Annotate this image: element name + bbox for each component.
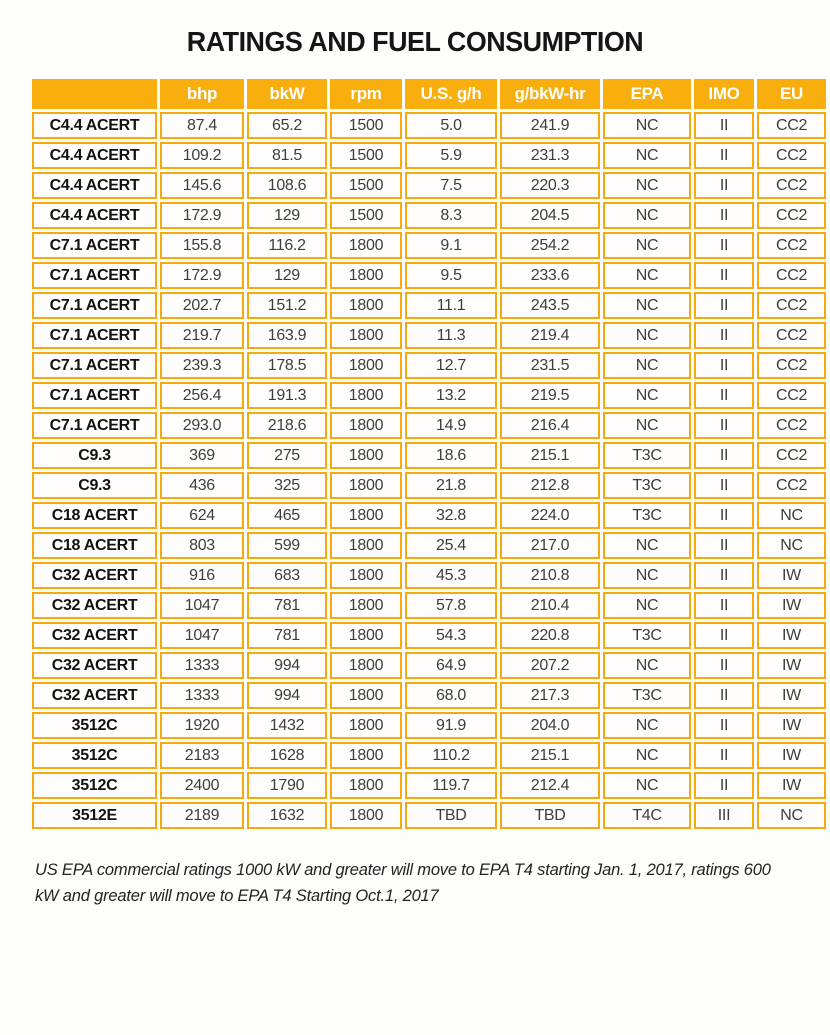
- value-cell-rpm: 1800: [330, 622, 402, 649]
- value-cell-rpm: 1800: [330, 382, 402, 409]
- value-cell-bhp: 2189: [160, 802, 244, 829]
- value-cell-us-gh: 18.6: [405, 442, 497, 469]
- table-row: [32, 622, 826, 649]
- model-cell: C32 ACERT: [32, 682, 157, 709]
- value-cell-g-bkw-hr: TBD: [500, 802, 600, 829]
- value-cell-eu: CC2: [757, 142, 826, 169]
- value-cell-us-gh: 5.0: [405, 112, 497, 139]
- value-cell-bkw: 116.2: [247, 232, 327, 259]
- value-cell-g-bkw-hr: 231.3: [500, 142, 600, 169]
- value-cell-us-gh: 25.4: [405, 532, 497, 559]
- value-cell-us-gh: 110.2: [405, 742, 497, 769]
- value-cell-bhp: 1333: [160, 682, 244, 709]
- model-cell: C7.1 ACERT: [32, 382, 157, 409]
- value-cell-imo: II: [694, 202, 754, 229]
- table-row: [32, 262, 826, 289]
- value-cell-us-gh: 14.9: [405, 412, 497, 439]
- value-cell-rpm: 1800: [330, 532, 402, 559]
- model-cell: C9.3: [32, 442, 157, 469]
- value-cell-bhp: 239.3: [160, 352, 244, 379]
- value-cell-imo: II: [694, 442, 754, 469]
- value-cell-us-gh: 12.7: [405, 352, 497, 379]
- value-cell-g-bkw-hr: 212.4: [500, 772, 600, 799]
- value-cell-bhp: 109.2: [160, 142, 244, 169]
- model-cell: C32 ACERT: [32, 622, 157, 649]
- value-cell-us-gh: 91.9: [405, 712, 497, 739]
- value-cell-us-gh: 21.8: [405, 472, 497, 499]
- value-cell-epa: NC: [603, 352, 691, 379]
- value-cell-rpm: 1800: [330, 262, 402, 289]
- value-cell-bkw: 81.5: [247, 142, 327, 169]
- value-cell-epa: NC: [603, 262, 691, 289]
- value-cell-bhp: 256.4: [160, 382, 244, 409]
- value-cell-us-gh: 45.3: [405, 562, 497, 589]
- value-cell-bkw: 1432: [247, 712, 327, 739]
- value-cell-imo: II: [694, 592, 754, 619]
- table-row: [32, 322, 826, 349]
- value-cell-bkw: 994: [247, 682, 327, 709]
- table-row: [32, 562, 826, 589]
- value-cell-bhp: 1920: [160, 712, 244, 739]
- value-cell-us-gh: 9.1: [405, 232, 497, 259]
- table-row: [32, 802, 826, 829]
- value-cell-bkw: 218.6: [247, 412, 327, 439]
- value-cell-us-gh: 64.9: [405, 652, 497, 679]
- value-cell-eu: CC2: [757, 172, 826, 199]
- value-cell-epa: NC: [603, 292, 691, 319]
- value-cell-rpm: 1800: [330, 292, 402, 319]
- model-cell: C4.4 ACERT: [32, 172, 157, 199]
- value-cell-eu: CC2: [757, 292, 826, 319]
- value-cell-imo: III: [694, 802, 754, 829]
- value-cell-rpm: 1800: [330, 352, 402, 379]
- value-cell-imo: II: [694, 652, 754, 679]
- value-cell-bkw: 65.2: [247, 112, 327, 139]
- value-cell-eu: CC2: [757, 232, 826, 259]
- table-row: [32, 742, 826, 769]
- value-cell-bhp: 2400: [160, 772, 244, 799]
- column-header-g-bkw-hr: g/bkW-hr: [500, 79, 600, 109]
- value-cell-rpm: 1800: [330, 652, 402, 679]
- value-cell-rpm: 1500: [330, 112, 402, 139]
- value-cell-rpm: 1500: [330, 202, 402, 229]
- ratings-fuel-consumption-table: [29, 76, 829, 832]
- table-row: [32, 112, 826, 139]
- value-cell-epa: NC: [603, 322, 691, 349]
- value-cell-rpm: 1800: [330, 232, 402, 259]
- value-cell-eu: IW: [757, 712, 826, 739]
- value-cell-epa: T3C: [603, 442, 691, 469]
- value-cell-epa: NC: [603, 772, 691, 799]
- value-cell-bkw: 275: [247, 442, 327, 469]
- value-cell-eu: CC2: [757, 202, 826, 229]
- column-header-imo: IMO: [694, 79, 754, 109]
- model-cell: 3512E: [32, 802, 157, 829]
- value-cell-eu: IW: [757, 592, 826, 619]
- value-cell-bkw: 325: [247, 472, 327, 499]
- value-cell-bkw: 129: [247, 202, 327, 229]
- model-cell: C7.1 ACERT: [32, 232, 157, 259]
- value-cell-epa: NC: [603, 532, 691, 559]
- value-cell-rpm: 1800: [330, 712, 402, 739]
- table-row: [32, 502, 826, 529]
- value-cell-bhp: 293.0: [160, 412, 244, 439]
- value-cell-eu: NC: [757, 532, 826, 559]
- value-cell-g-bkw-hr: 219.4: [500, 322, 600, 349]
- table-row: [32, 682, 826, 709]
- value-cell-g-bkw-hr: 233.6: [500, 262, 600, 289]
- value-cell-bhp: 1333: [160, 652, 244, 679]
- value-cell-g-bkw-hr: 241.9: [500, 112, 600, 139]
- value-cell-imo: II: [694, 472, 754, 499]
- value-cell-bhp: 1047: [160, 592, 244, 619]
- value-cell-epa: NC: [603, 592, 691, 619]
- value-cell-rpm: 1800: [330, 442, 402, 469]
- value-cell-us-gh: TBD: [405, 802, 497, 829]
- value-cell-us-gh: 57.8: [405, 592, 497, 619]
- column-header-rpm: rpm: [330, 79, 402, 109]
- value-cell-imo: II: [694, 532, 754, 559]
- value-cell-eu: IW: [757, 652, 826, 679]
- value-cell-us-gh: 9.5: [405, 262, 497, 289]
- value-cell-imo: II: [694, 562, 754, 589]
- value-cell-rpm: 1500: [330, 142, 402, 169]
- value-cell-epa: NC: [603, 652, 691, 679]
- value-cell-rpm: 1800: [330, 772, 402, 799]
- value-cell-bkw: 163.9: [247, 322, 327, 349]
- value-cell-bkw: 781: [247, 622, 327, 649]
- value-cell-imo: II: [694, 682, 754, 709]
- model-cell: C32 ACERT: [32, 652, 157, 679]
- value-cell-g-bkw-hr: 220.3: [500, 172, 600, 199]
- value-cell-bkw: 178.5: [247, 352, 327, 379]
- value-cell-eu: IW: [757, 772, 826, 799]
- value-cell-epa: NC: [603, 562, 691, 589]
- value-cell-bhp: 436: [160, 472, 244, 499]
- column-header-blank: [32, 79, 157, 109]
- column-header-eu: EU: [757, 79, 826, 109]
- value-cell-imo: II: [694, 142, 754, 169]
- value-cell-g-bkw-hr: 217.3: [500, 682, 600, 709]
- value-cell-eu: IW: [757, 562, 826, 589]
- value-cell-imo: II: [694, 712, 754, 739]
- model-cell: C7.1 ACERT: [32, 412, 157, 439]
- column-header-bkw: bkW: [247, 79, 327, 109]
- value-cell-epa: NC: [603, 112, 691, 139]
- value-cell-rpm: 1800: [330, 322, 402, 349]
- value-cell-g-bkw-hr: 207.2: [500, 652, 600, 679]
- value-cell-imo: II: [694, 352, 754, 379]
- value-cell-bhp: 202.7: [160, 292, 244, 319]
- value-cell-eu: IW: [757, 742, 826, 769]
- value-cell-rpm: 1800: [330, 562, 402, 589]
- value-cell-epa: T3C: [603, 682, 691, 709]
- value-cell-rpm: 1800: [330, 412, 402, 439]
- value-cell-us-gh: 7.5: [405, 172, 497, 199]
- value-cell-bkw: 994: [247, 652, 327, 679]
- table-row: [32, 472, 826, 499]
- value-cell-us-gh: 11.1: [405, 292, 497, 319]
- value-cell-epa: T3C: [603, 502, 691, 529]
- value-cell-epa: T3C: [603, 622, 691, 649]
- table-row: [32, 442, 826, 469]
- table-row: [32, 592, 826, 619]
- value-cell-g-bkw-hr: 217.0: [500, 532, 600, 559]
- model-cell: 3512C: [32, 712, 157, 739]
- model-cell: C4.4 ACERT: [32, 202, 157, 229]
- value-cell-rpm: 1800: [330, 592, 402, 619]
- value-cell-bkw: 191.3: [247, 382, 327, 409]
- value-cell-eu: CC2: [757, 112, 826, 139]
- value-cell-eu: NC: [757, 502, 826, 529]
- value-cell-bkw: 1628: [247, 742, 327, 769]
- value-cell-bkw: 1790: [247, 772, 327, 799]
- table-row: [32, 772, 826, 799]
- value-cell-bhp: 145.6: [160, 172, 244, 199]
- model-cell: 3512C: [32, 772, 157, 799]
- value-cell-us-gh: 68.0: [405, 682, 497, 709]
- value-cell-bhp: 219.7: [160, 322, 244, 349]
- value-cell-bhp: 87.4: [160, 112, 244, 139]
- value-cell-epa: NC: [603, 142, 691, 169]
- value-cell-bhp: 916: [160, 562, 244, 589]
- value-cell-epa: NC: [603, 382, 691, 409]
- value-cell-imo: II: [694, 232, 754, 259]
- value-cell-eu: CC2: [757, 442, 826, 469]
- value-cell-eu: CC2: [757, 382, 826, 409]
- value-cell-rpm: 1800: [330, 682, 402, 709]
- value-cell-rpm: 1800: [330, 802, 402, 829]
- value-cell-g-bkw-hr: 231.5: [500, 352, 600, 379]
- value-cell-us-gh: 8.3: [405, 202, 497, 229]
- value-cell-eu: IW: [757, 622, 826, 649]
- value-cell-bhp: 172.9: [160, 202, 244, 229]
- table-row: [32, 292, 826, 319]
- value-cell-rpm: 1800: [330, 502, 402, 529]
- table-row: [32, 232, 826, 259]
- value-cell-bhp: 172.9: [160, 262, 244, 289]
- model-cell: C7.1 ACERT: [32, 322, 157, 349]
- value-cell-g-bkw-hr: 254.2: [500, 232, 600, 259]
- value-cell-bkw: 108.6: [247, 172, 327, 199]
- value-cell-eu: CC2: [757, 262, 826, 289]
- value-cell-imo: II: [694, 112, 754, 139]
- value-cell-rpm: 1500: [330, 172, 402, 199]
- value-cell-eu: IW: [757, 682, 826, 709]
- value-cell-us-gh: 5.9: [405, 142, 497, 169]
- value-cell-bkw: 781: [247, 592, 327, 619]
- value-cell-rpm: 1800: [330, 472, 402, 499]
- table-row: [32, 202, 826, 229]
- value-cell-eu: CC2: [757, 352, 826, 379]
- value-cell-imo: II: [694, 502, 754, 529]
- value-cell-g-bkw-hr: 210.4: [500, 592, 600, 619]
- value-cell-g-bkw-hr: 220.8: [500, 622, 600, 649]
- value-cell-imo: II: [694, 742, 754, 769]
- header-row: [32, 79, 826, 109]
- value-cell-eu: CC2: [757, 322, 826, 349]
- value-cell-bkw: 683: [247, 562, 327, 589]
- value-cell-imo: II: [694, 772, 754, 799]
- value-cell-rpm: 1800: [330, 742, 402, 769]
- value-cell-us-gh: 32.8: [405, 502, 497, 529]
- model-cell: C9.3: [32, 472, 157, 499]
- value-cell-bhp: 624: [160, 502, 244, 529]
- table-row: [32, 412, 826, 439]
- column-header-us-gh: U.S. g/h: [405, 79, 497, 109]
- page-title: RATINGS AND FUEL CONSUMPTION: [186, 26, 644, 57]
- value-cell-g-bkw-hr: 215.1: [500, 442, 600, 469]
- model-cell: 3512C: [32, 742, 157, 769]
- value-cell-epa: NC: [603, 412, 691, 439]
- column-header-bhp: bhp: [160, 79, 244, 109]
- table-row: [32, 652, 826, 679]
- value-cell-bkw: 465: [247, 502, 327, 529]
- model-cell: C32 ACERT: [32, 562, 157, 589]
- value-cell-us-gh: 54.3: [405, 622, 497, 649]
- epa-footnote: US EPA commercial ratings 1000 kW and greater will move to EPA T4 starting Jan. 1, 2017, ratings 600 kW and greater will move to EPA T4 Starting Oct.1, 2017: [35, 861, 771, 905]
- value-cell-epa: NC: [603, 712, 691, 739]
- value-cell-eu: CC2: [757, 412, 826, 439]
- value-cell-bhp: 155.8: [160, 232, 244, 259]
- value-cell-imo: II: [694, 382, 754, 409]
- value-cell-epa: NC: [603, 232, 691, 259]
- value-cell-imo: II: [694, 262, 754, 289]
- value-cell-g-bkw-hr: 243.5: [500, 292, 600, 319]
- value-cell-bhp: 803: [160, 532, 244, 559]
- model-cell: C32 ACERT: [32, 592, 157, 619]
- value-cell-g-bkw-hr: 204.0: [500, 712, 600, 739]
- model-cell: C4.4 ACERT: [32, 142, 157, 169]
- table-row: [32, 712, 826, 739]
- value-cell-bkw: 151.2: [247, 292, 327, 319]
- value-cell-bhp: 1047: [160, 622, 244, 649]
- value-cell-bhp: 2183: [160, 742, 244, 769]
- model-cell: C18 ACERT: [32, 502, 157, 529]
- value-cell-imo: II: [694, 412, 754, 439]
- value-cell-g-bkw-hr: 216.4: [500, 412, 600, 439]
- value-cell-bkw: 129: [247, 262, 327, 289]
- value-cell-bkw: 1632: [247, 802, 327, 829]
- value-cell-imo: II: [694, 172, 754, 199]
- value-cell-epa: NC: [603, 172, 691, 199]
- table-row: [32, 172, 826, 199]
- table-row: [32, 382, 826, 409]
- value-cell-imo: II: [694, 322, 754, 349]
- value-cell-bkw: 599: [247, 532, 327, 559]
- value-cell-g-bkw-hr: 215.1: [500, 742, 600, 769]
- value-cell-eu: CC2: [757, 472, 826, 499]
- model-cell: C7.1 ACERT: [32, 352, 157, 379]
- value-cell-bhp: 369: [160, 442, 244, 469]
- table-row: [32, 532, 826, 559]
- value-cell-g-bkw-hr: 204.5: [500, 202, 600, 229]
- value-cell-epa: NC: [603, 202, 691, 229]
- value-cell-imo: II: [694, 622, 754, 649]
- model-cell: C7.1 ACERT: [32, 292, 157, 319]
- model-cell: C4.4 ACERT: [32, 112, 157, 139]
- value-cell-us-gh: 119.7: [405, 772, 497, 799]
- value-cell-us-gh: 11.3: [405, 322, 497, 349]
- value-cell-eu: NC: [757, 802, 826, 829]
- table-row: [32, 352, 826, 379]
- value-cell-g-bkw-hr: 219.5: [500, 382, 600, 409]
- value-cell-g-bkw-hr: 212.8: [500, 472, 600, 499]
- value-cell-g-bkw-hr: 210.8: [500, 562, 600, 589]
- value-cell-g-bkw-hr: 224.0: [500, 502, 600, 529]
- model-cell: C18 ACERT: [32, 532, 157, 559]
- column-header-epa: EPA: [603, 79, 691, 109]
- value-cell-imo: II: [694, 292, 754, 319]
- value-cell-epa: T3C: [603, 472, 691, 499]
- model-cell: C7.1 ACERT: [32, 262, 157, 289]
- value-cell-us-gh: 13.2: [405, 382, 497, 409]
- table-row: [32, 142, 826, 169]
- value-cell-epa: T4C: [603, 802, 691, 829]
- value-cell-epa: NC: [603, 742, 691, 769]
